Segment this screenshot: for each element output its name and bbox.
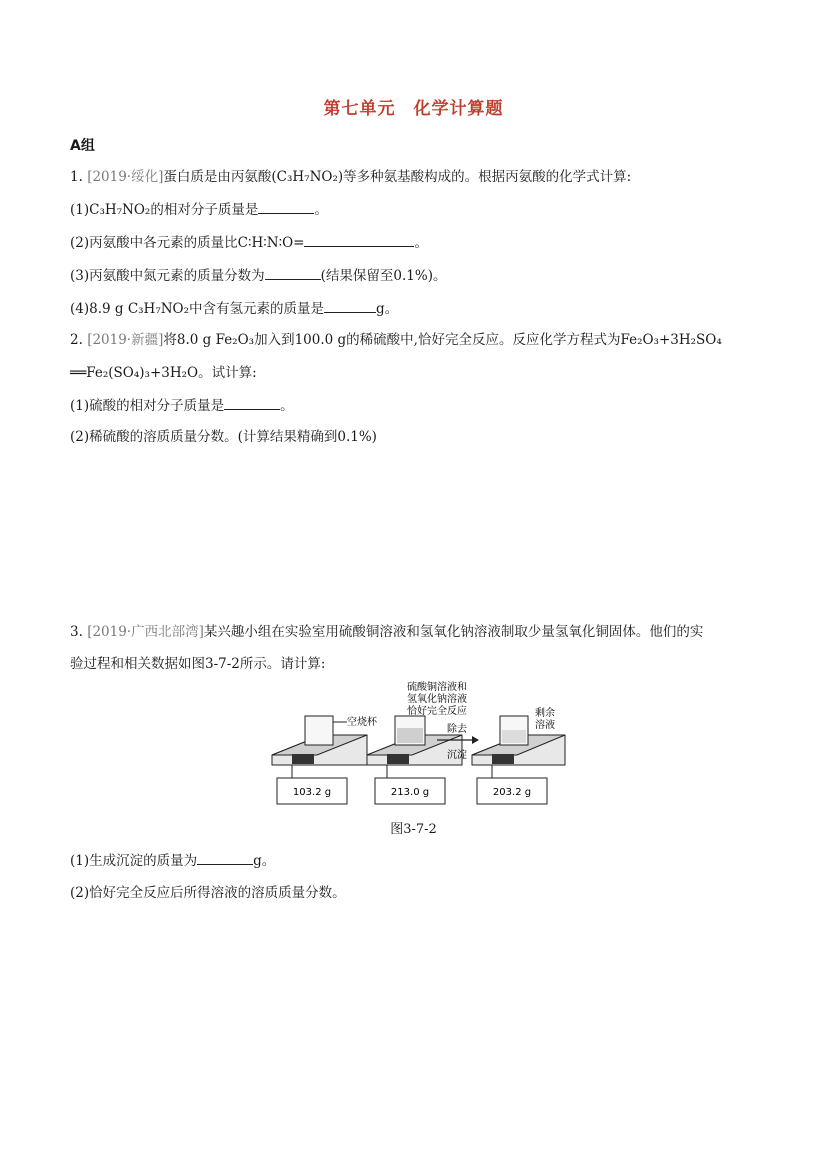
question-2-part-1: [70, 396, 294, 415]
answer-blank[interactable]: [304, 233, 414, 247]
part-text: (4)8.9 g C₃H₇NO₂中含有氢元素的质量是: [70, 301, 325, 317]
reading-1: 103.2 g: [292, 787, 332, 798]
answer-blank[interactable]: [258, 200, 314, 214]
label-empty-beaker: 空烧杯: [347, 717, 377, 728]
question-2-equation: ══Fe₂(SO₄)₃+3H₂O。试计算:: [70, 365, 257, 381]
part-text: (1)生成沉淀的质量为: [70, 853, 198, 869]
question-1-part-3: [70, 266, 446, 285]
question-source: [2019·绥化]: [87, 169, 164, 185]
question-3-part-1: [70, 851, 275, 870]
figure-caption: 图3-7-2: [390, 822, 437, 837]
question-text: 将8.0 g Fe₂O₃加入到100.0 g的稀硫酸中,恰好完全反应。反应化学方程式为Fe₂O₃+3H₂SO₄: [163, 332, 722, 348]
answer-blank[interactable]: [324, 299, 376, 313]
reading-3: 203.2 g: [492, 787, 532, 798]
part-text: (2)丙氨酸中各元素的质量比C∶H∶N∶O=: [70, 235, 305, 251]
page-title: 第七单元 化学计算题: [323, 99, 504, 119]
label-reaction-3: 恰好完全反应: [407, 706, 467, 717]
question-1-part-2: [70, 233, 428, 252]
label-remaining-2: 溶液: [535, 720, 555, 731]
question-1-part-1: [70, 200, 328, 219]
question-1-stem: [70, 168, 631, 186]
label-reaction-2: 氢氧化钠溶液: [407, 694, 467, 705]
part-text: (1)C₃H₇NO₂的相对分子质量是: [70, 202, 259, 218]
question-1-part-4: [70, 299, 398, 318]
part-text-end: 。: [280, 398, 294, 414]
label-remove-1: 除去: [447, 724, 467, 735]
label-remaining-1: 剩余: [535, 708, 555, 719]
part-text: (1)硫酸的相对分子质量是: [70, 398, 225, 414]
question-3-part-2: (2)恰好完全反应后所得溶液的溶质质量分数。: [70, 885, 346, 901]
answer-blank[interactable]: [197, 851, 253, 865]
question-number: 2.: [70, 332, 83, 348]
part-text: (3)丙氨酸中氮元素的质量分数为: [70, 268, 265, 284]
part-text-end: (结果保留至0.1%)。: [320, 268, 447, 284]
answer-blank[interactable]: [224, 396, 280, 410]
question-3-stem: [70, 623, 703, 641]
label-reaction-1: 硫酸铜溶液和: [407, 682, 467, 693]
question-number: 3.: [70, 624, 83, 640]
question-number: 1.: [70, 169, 83, 185]
answer-blank[interactable]: [265, 266, 321, 280]
part-text-end: 。: [314, 202, 328, 218]
question-text: 蛋白质是由丙氨酸(C₃H₇NO₂)等多种氨基酸构成的。根据丙氨酸的化学式计算:: [163, 169, 632, 185]
group-label: A组: [70, 138, 95, 154]
part-text-end: g。: [376, 301, 399, 317]
question-source: [2019·新疆]: [87, 332, 164, 348]
question-3-stem-cont: 验过程和相关数据如图3-7-2所示。请计算:: [70, 656, 326, 672]
part-text-end: 。: [414, 235, 428, 251]
label-remove-2: 沉淀: [447, 750, 467, 761]
part-text-end: g。: [253, 853, 276, 869]
question-source: [2019·广西北部湾]: [87, 624, 204, 640]
question-2-stem: [70, 331, 722, 349]
question-2-part-2: (2)稀硫酸的溶质质量分数。(计算结果精确到0.1%): [70, 429, 377, 445]
experiment-figure: [267, 680, 567, 810]
question-text: 某兴趣小组在实验室用硫酸铜溶液和氢氧化钠溶液制取少量氢氧化铜固体。他们的实: [203, 624, 704, 640]
reading-2: 213.0 g: [390, 787, 430, 798]
